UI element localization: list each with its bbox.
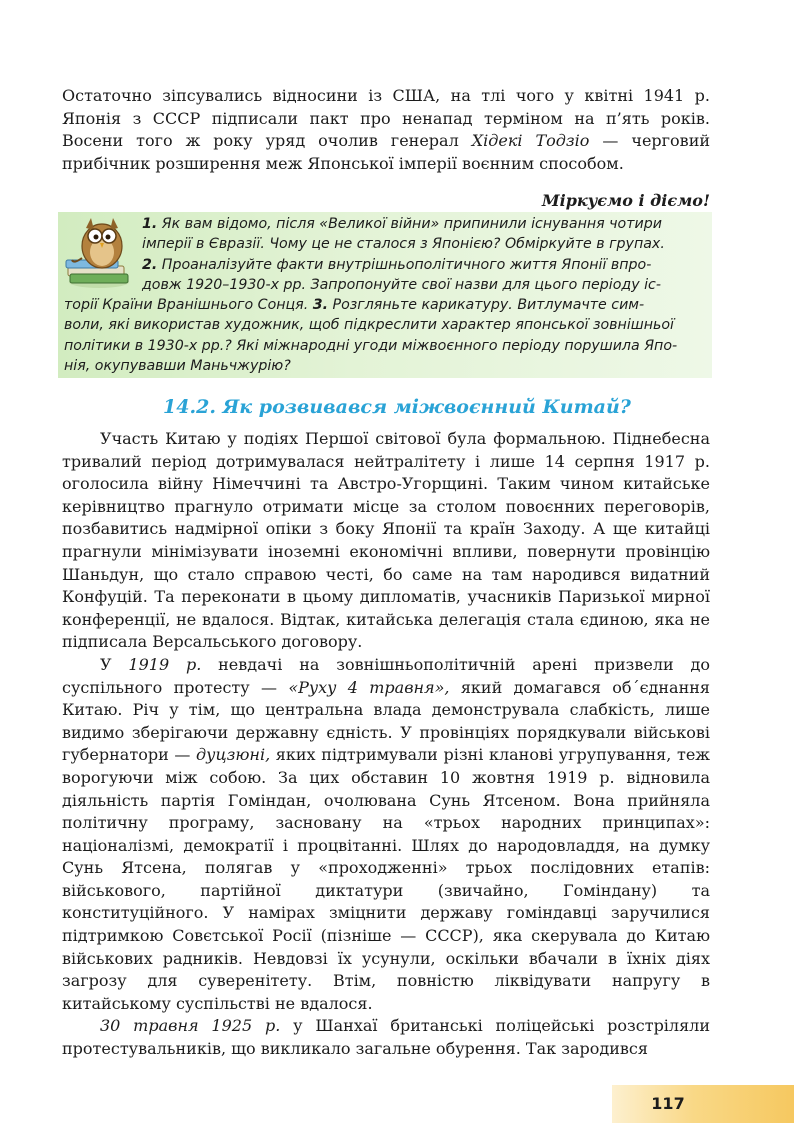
task-line	[58, 315, 708, 335]
task-text: Розгляньте карикатуру. Витлумачте сим-	[328, 297, 645, 314]
page-number: 117	[651, 1094, 685, 1113]
body-emphasis-term: дуцзюні,	[196, 745, 271, 765]
body-paragraph	[62, 654, 710, 1016]
section-heading: 14.2. Як розвивався міжвоєнний Китай?	[163, 396, 631, 418]
task-line	[58, 234, 708, 254]
body-text: у Шанхаї британські поліцейські розстріляли протестувальників, що викликало загальне обурення. Так зародився	[62, 1016, 711, 1059]
body-emphasis-date: 30 травня 1925 р.	[100, 1016, 281, 1036]
task-number: 1.	[142, 216, 158, 232]
task-line	[58, 336, 708, 356]
body-text: невдачі на зовнішньополітичній арені призвели до суспільного протесту —	[62, 654, 710, 697]
task-line	[58, 295, 708, 315]
task-text: імперії в Євразії. Чому це не сталося з Японією? Обміркуйте в групах.	[142, 236, 665, 253]
body-paragraph: Участь Китаю у подіях Першої світової була формальною. Піднебесна тривалий період дотримувалася нейтралітету і лише 14 серпня 1917 р. оголосила війну Німеччині та Австро-Угорщині. Таким чином китайське керівництво прагнуло отримати місце за столом повоєнних переговорів, позбавитись надмірної опіки з боку Японії та країн Заходу. А ще китайці прагнули мінімізувати іноземні економічні впливи, повернути провінцію Шаньдун, що стало справою честі, бо саме на там народився видатний Конфуцій. Та переконати в цьому дипломатів, учасників Паризької мирної конференції, не вдалося. Відтак, китайська делегація стала єдиною, яка не підписала Версальського договору.	[62, 429, 710, 652]
think-and-act-title: Міркуємо і діємо!	[541, 191, 710, 210]
task-line	[58, 356, 708, 376]
task-text: воли, які використав художник, щоб підкреслити характер японської зовнішньої	[64, 317, 675, 334]
task-text: Проаналізуйте факти внутрішньополітичного життя Японії впро-	[157, 256, 652, 273]
task-text: Як вам відомо, після «Великої війни» припинили існування чотири	[157, 216, 662, 232]
body-paragraph	[62, 1015, 710, 1060]
body-emphasis-date: 1919 р.	[128, 654, 202, 674]
task-text: довж 1920–1930-х рр. Запропонуйте свої назви для цього періоду іс-	[142, 276, 661, 293]
section-body	[62, 428, 710, 1061]
task-line	[58, 214, 708, 234]
intro-paragraph-block	[62, 85, 710, 175]
task-number: 2.	[142, 256, 158, 273]
intro-text-tail: — черговий прибічник розширення меж Японської імперії воєнним способом.	[62, 131, 711, 173]
body-text: яких підтримували різні кланові угрупування, теж ворогуючи між собою. За цих обставин 10 жовтня 1919 р. відновила діяльність партія Гоміндан, очолювана Сунь Ятсеном. Вона прийняла політичну програму, засновану на «трьох народних принципах»: націоналізмі, демократії і процвітанні. Шлях до народовладдя, на думку Сунь Ятсена, полягав у «проходженні» трьох послідовних етапів: військового, партійної диктатури (звичайно, Гоміндану) та конституційного. У намірах зміцнити державу гоміндавці заручилися підтримкою Совєтської Росії (пізніше — СССР), яка скерувала до Китаю військових радників. Невдовзі їх усунули, оскільки вбачали в їхніх діях загрозу для суверенітету. Втім, повністю ліквідувати напругу в китайському суспільстві не вдалося.	[62, 745, 710, 1013]
body-emphasis-term: «Руху 4 травня»,	[288, 677, 450, 697]
task-text: торії Країни Вранішнього Сонця.	[64, 297, 313, 314]
body-text: який домагався об´єднання Китаю. Річ у тім, що центральна влада демонструвала слабкість, лише видимо зберігаючи державну єдність. У провінціях порядкували військові губернатори —	[62, 677, 711, 765]
task-line	[58, 255, 708, 275]
body-text: У	[100, 654, 129, 674]
intro-emphasis-name: Хідекі Тодзіо	[471, 131, 590, 151]
task-line	[58, 275, 708, 295]
task-number: 3.	[312, 297, 328, 314]
intro-paragraph	[62, 85, 710, 175]
intro-text: Остаточно зіпсувались відносини із США, на тлі чого у квітні 1941 р. Японія з СССР підписали пакт про ненапад терміном на п’ять років. Восени того ж року уряд очолив генерал	[62, 86, 710, 151]
task-text: політики в 1930-х рр.? Які міжнародні угоди міжвоєнного періоду порушила Япо-	[64, 337, 678, 354]
think-and-act-tasks	[58, 214, 708, 376]
task-text: нія, окупувавши Маньчжурію?	[64, 358, 291, 375]
